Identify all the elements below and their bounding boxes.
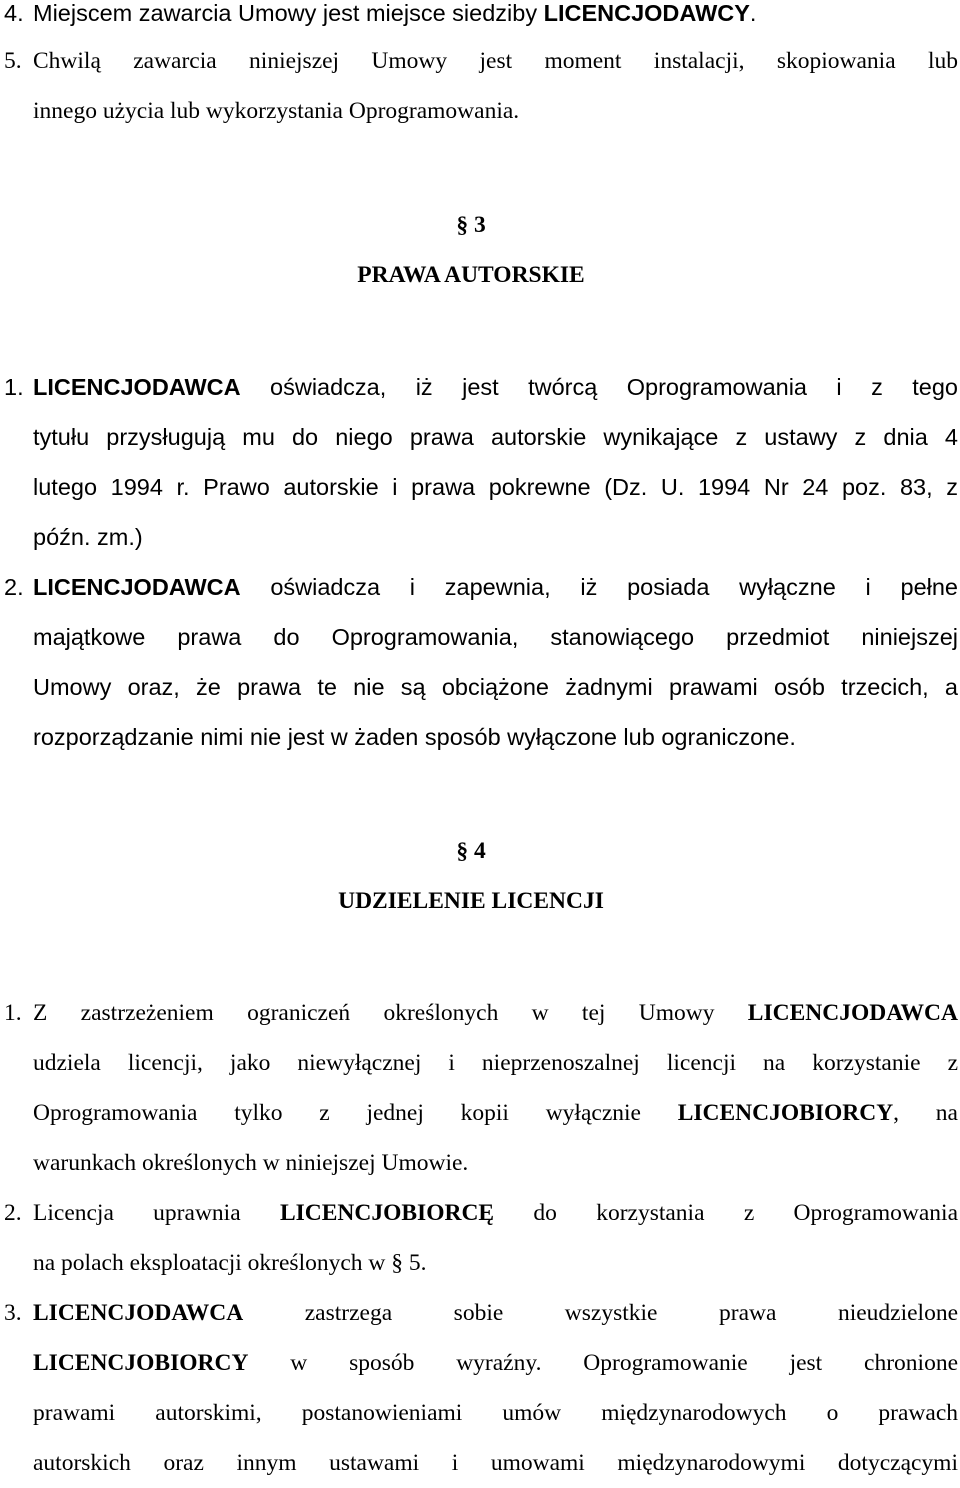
clause-line: Umowy oraz, że prawa te nie są obciążone żadnymi prawami osób trzecich, a <box>33 674 958 700</box>
clause-line: późn. zm.) <box>33 524 143 550</box>
clause-number: 4. <box>4 0 24 26</box>
clause-line: Licencja uprawnia <box>33 1200 280 1226</box>
section-3-clause-2 <box>4 562 958 762</box>
clause-tail: . <box>749 0 757 26</box>
clause-line: do korzystania z Oprogramowania <box>494 1200 958 1226</box>
clause-line: Oprogramowania tylko z jednej kopii wyłącznie <box>33 1100 678 1126</box>
section-symbol: § 4 <box>456 838 486 864</box>
clause-line: oświadcza, iż jest twórcą Oprogramowania i z tego <box>240 374 958 400</box>
section-4-clause-3 <box>4 1288 958 1488</box>
clause-line: Chwilą zawarcia niniejszej Umowy jest moment instalacji, skopiowania lub <box>33 48 958 74</box>
clause-line: na polach eksploatacji określonych w § 5. <box>33 1250 427 1276</box>
party-name: LICENCJODAWCA <box>33 1300 244 1326</box>
clause-line: warunkach określonych w niniejszej Umowie. <box>33 1150 469 1176</box>
clause-line: tytułu przysługują mu do niego prawa autorskie wynikające z ustawy z dnia 4 <box>33 424 958 450</box>
party-name: LICENCJOBIORCĘ <box>279 1200 495 1226</box>
clause-number: 5. <box>4 48 22 74</box>
clause-text: Miejscem zawarcia Umowy jest miejsce siedziby <box>33 0 544 26</box>
clause-line: majątkowe prawa do Oprogramowania, stanowiącego przedmiot niniejszej <box>33 624 958 650</box>
party-name: LICENCJOBIORCY <box>33 1350 249 1376</box>
party-name: LICENCJODAWCA <box>747 1000 958 1026</box>
section-symbol: § 3 <box>456 212 486 238</box>
clause-line: autorskich oraz innym ustawami i umowami międzynarodowymi dotyczącymi <box>33 1450 958 1476</box>
section-3-clause-1 <box>4 362 958 562</box>
party-name: LICENCJODAWCA <box>33 374 241 400</box>
clause-number: 1. <box>4 1000 22 1026</box>
clause-5-moment <box>4 36 958 136</box>
party-name: LICENCJODAWCA <box>33 574 241 600</box>
clause-line: udziela licencji, jako niewyłącznej i nieprzenoszalnej licencji na korzystanie z <box>33 1050 958 1076</box>
section-4-clause-2 <box>4 1188 958 1288</box>
clause-line: lutego 1994 r. Prawo autorskie i prawa pokrewne (Dz. U. 1994 Nr 24 poz. 83, z <box>33 474 958 500</box>
party-name: LICENCJODAWCY <box>543 0 750 26</box>
clause-line: , na <box>893 1100 958 1126</box>
party-name: LICENCJOBIORCY <box>677 1100 894 1126</box>
section-title: PRAWA AUTORSKIE <box>357 262 585 288</box>
clause-number: 1. <box>4 374 24 400</box>
clause-line: w sposób wyraźny. Oprogramowanie jest chronione <box>248 1350 958 1376</box>
clause-4-place <box>4 0 958 38</box>
section-4-clause-1 <box>4 988 958 1188</box>
clause-line: zastrzega sobie wszystkie prawa nieudzielone <box>243 1300 958 1326</box>
clause-number: 2. <box>4 574 24 600</box>
clause-line: innego użycia lub wykorzystania Oprogramowania. <box>33 98 520 124</box>
clause-line: Z zastrzeżeniem ograniczeń określonych w tej Umowy <box>33 1000 748 1026</box>
clause-number: 2. <box>4 1200 22 1226</box>
section-title: UDZIELENIE LICENCJI <box>338 888 604 914</box>
clause-number: 3. <box>4 1300 22 1326</box>
clause-line: prawami autorskimi, postanowieniami umów międzynarodowych o prawach <box>33 1400 958 1426</box>
clause-line: oświadcza i zapewnia, iż posiada wyłączne i pełne <box>240 574 958 600</box>
clause-line: rozporządzanie nimi nie jest w żaden sposób wyłączone lub ograniczone. <box>33 724 796 750</box>
